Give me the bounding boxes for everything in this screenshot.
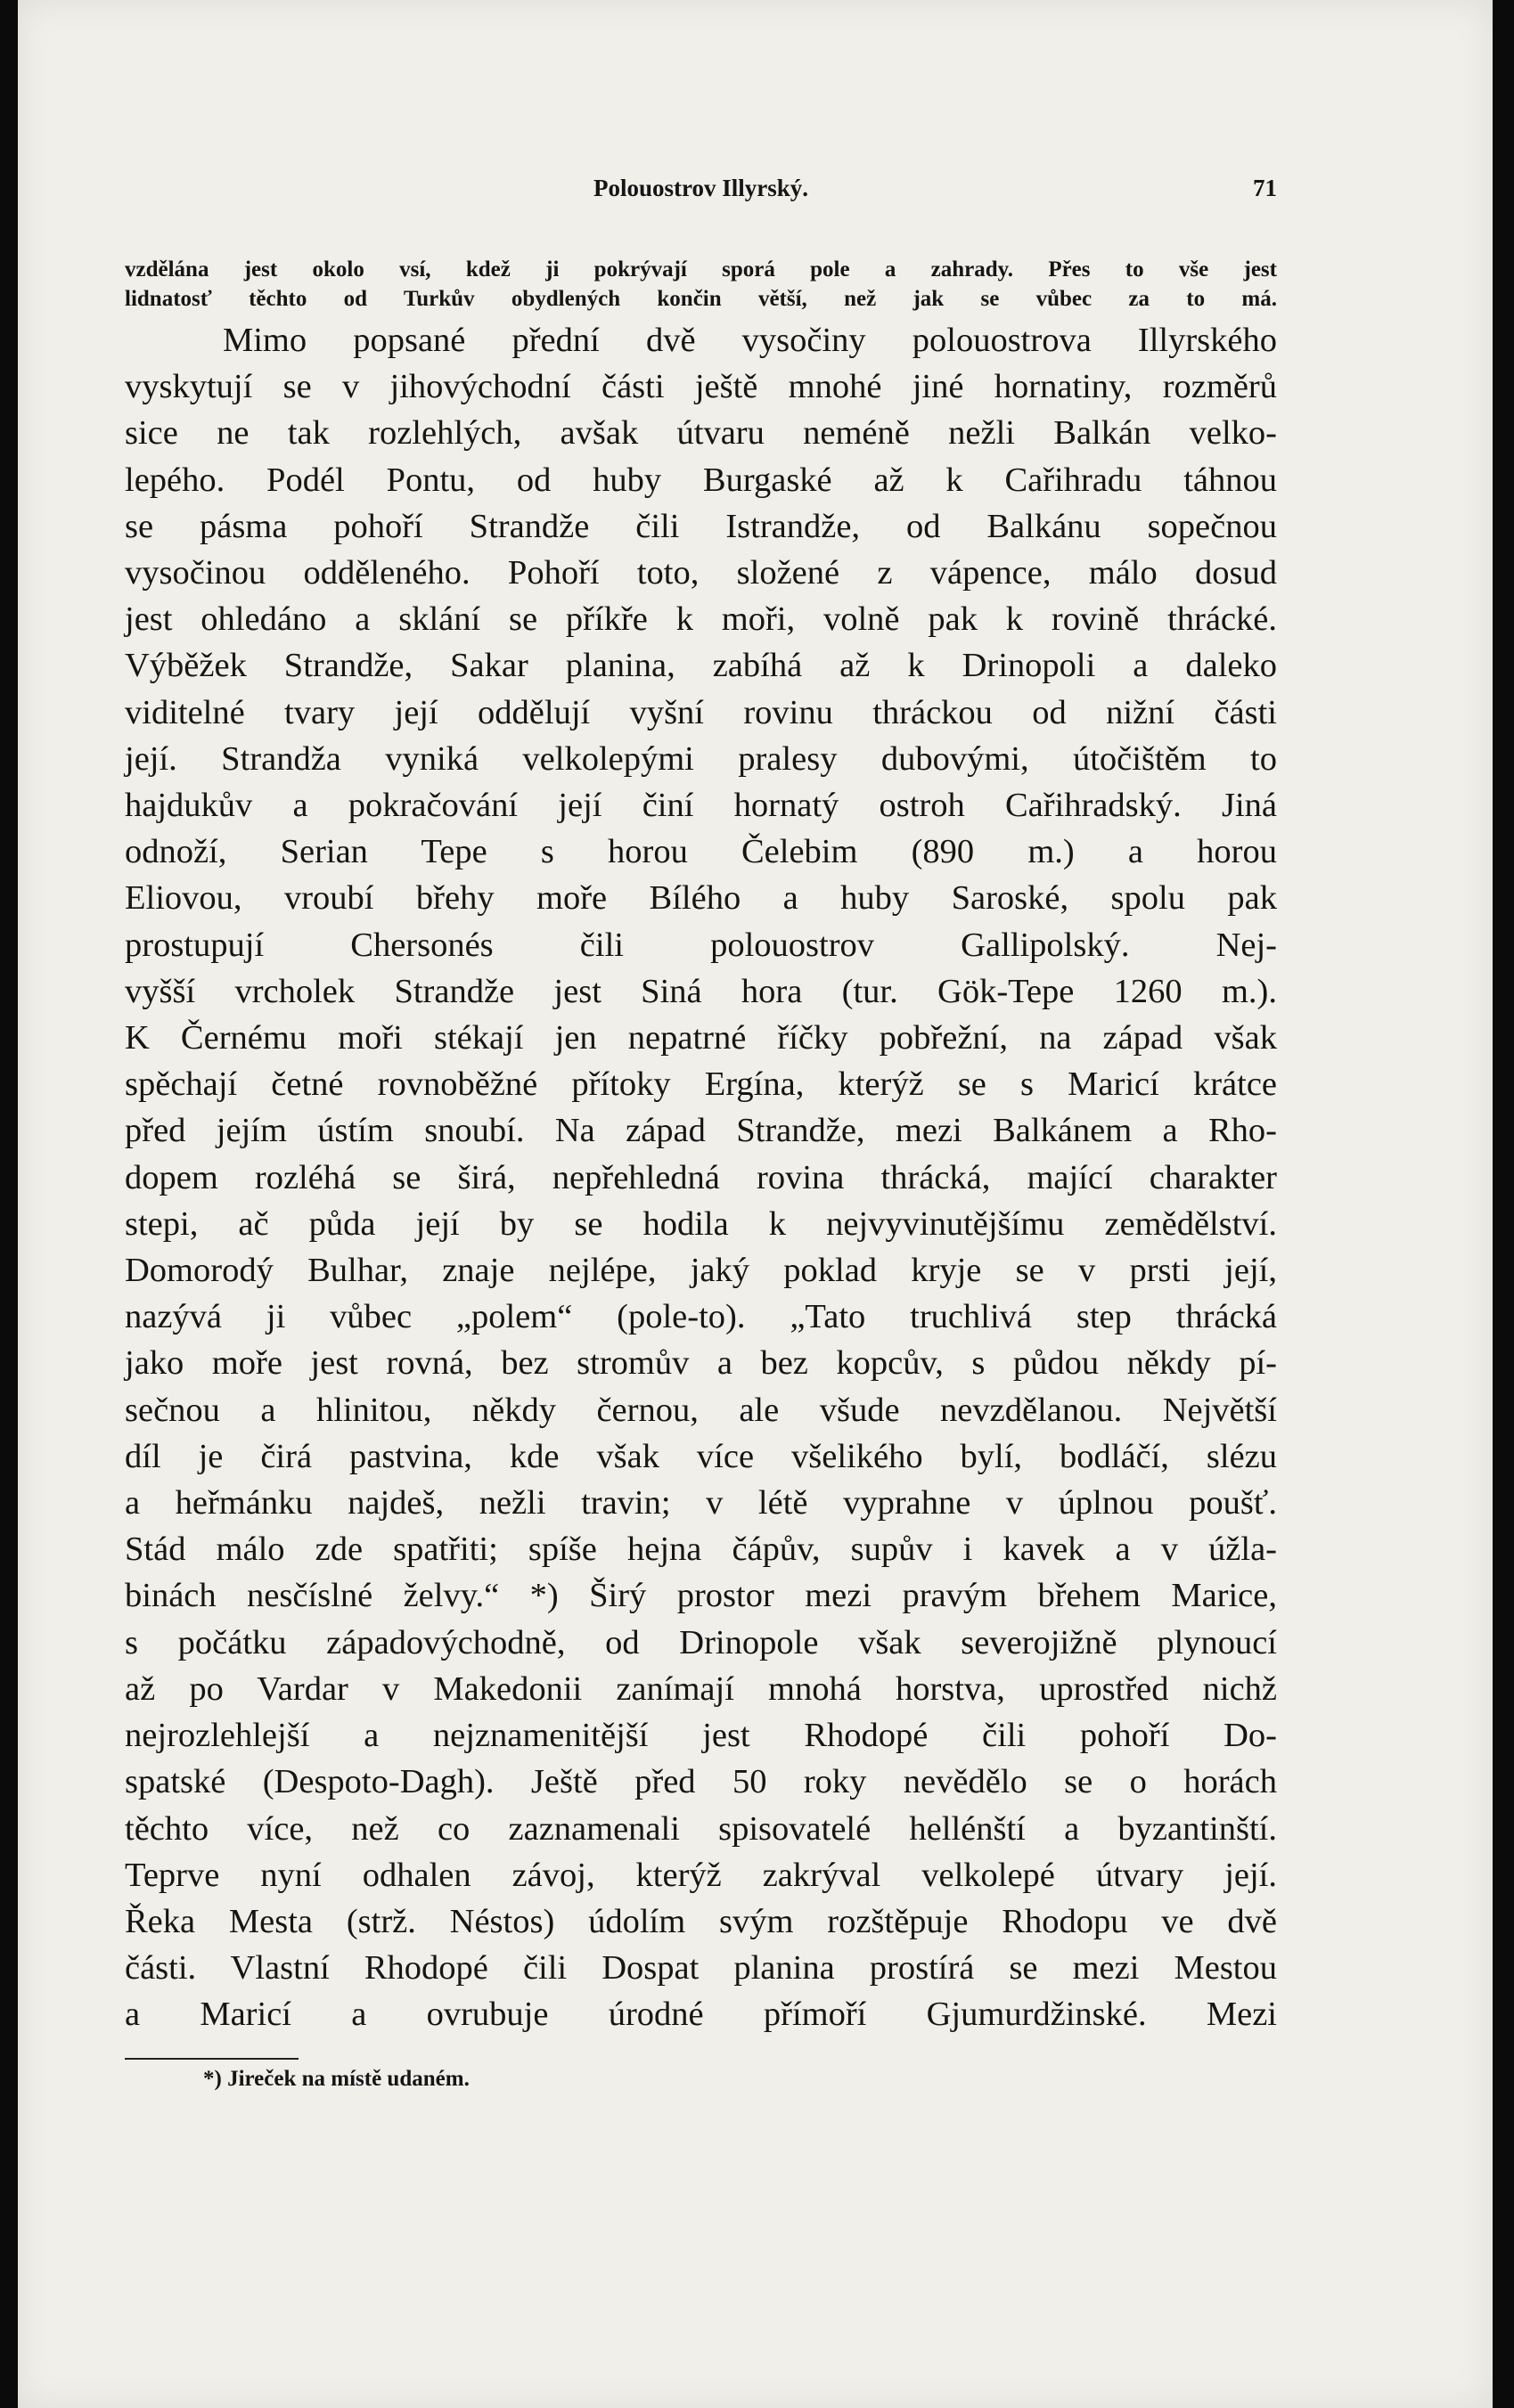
text-line: sečnou a hlinitou, někdy černou, ale všude nevzdělanou. Největší	[125, 1391, 1277, 1429]
text-line: části. Vlastní Rhodopé čili Dospat planina prostírá se mezi Mestou	[125, 1949, 1277, 1988]
text-line: odnoží, Serian Tepe s horou Čelebim (890 m.) a horou	[125, 833, 1277, 871]
page-number: 71	[1253, 175, 1277, 201]
intro-line: lidnatosť těchto od Turkův obydlených končin větší, než jak se vůbec za to má.	[125, 287, 1277, 311]
text-line: před jejím ústím snoubí. Na západ Strandže, mezi Balkánem a Rho-	[125, 1112, 1277, 1150]
running-title: Polouostrov Illyrský.	[593, 175, 809, 201]
text-line: se pásma pohoří Strandže čili Istrandže, od Balkánu sopečnou	[125, 507, 1277, 545]
text-line: stepi, ač půda její by se hodila k nejvyvinutějšímu zemědělství.	[125, 1204, 1277, 1243]
text-line: díl je čirá pastvina, kde však více všelikého bylí, bodláčí, slézu	[125, 1437, 1277, 1475]
text-line: dopem rozléhá se širá, nepřehledná rovina thrácká, mající charakter	[125, 1158, 1277, 1196]
text-line: její. Strandža vyniká velkolepými pralesy dubovými, útočištěm to	[125, 739, 1277, 778]
text-line: prostupují Chersonés čili polouostrov Gallipolský. Nej-	[125, 926, 1277, 964]
text-line: spěchají četné rovnoběžné přítoky Ergína, kterýž se s Maricí krátce	[125, 1065, 1277, 1104]
text-line: vyskytují se v jihovýchodní části ještě mnohé jiné hornatiny, rozměrů	[125, 368, 1277, 406]
text-line: Domorodý Bulhar, znaje nejlépe, jaký poklad kryje se v prsti její,	[125, 1252, 1277, 1290]
text-line: nazývá ji vůbec „polem“ (pole-to). „Tato truchlivá step thrácká	[125, 1298, 1277, 1336]
text-line: Mimo popsané přední dvě vysočiny polouostrova Illyrského	[223, 322, 1277, 359]
text-line: těchto více, než co zaznamenali spisovatelé hellénští a byzantinští.	[125, 1809, 1277, 1848]
text-line: a heřmánku najdeš, nežli travin; v létě vyprahne v úplnou poušť.	[125, 1484, 1277, 1522]
text-line: Teprve nyní odhalen závoj, kterýž zakrýval velkolepé útvary její.	[125, 1856, 1277, 1894]
main-paragraph	[125, 317, 1277, 2038]
text-line: viditelné tvary její oddělují vyšní rovinu thráckou od nižní části	[125, 693, 1277, 731]
text-line: hajdukův a pokračování její činí hornatý ostroh Cařihradský. Jiná	[125, 787, 1277, 825]
text-block	[125, 169, 1277, 2092]
text-line: s počátku západovýchodně, od Drinopole však severojižně plynoucí	[125, 1623, 1277, 1661]
carried-over-paragraph	[125, 255, 1277, 314]
text-line: vyšší vrcholek Strandže jest Siná hora (tur. Gök-Tepe 1260 m.).	[125, 972, 1277, 1010]
text-line: a Maricí a ovrubuje úrodné přímoří Gjumurdžinské. Mezi	[125, 1996, 1277, 2034]
text-line: sice ne tak rozlehlých, avšak útvaru neméně nežli Balkán velko-	[125, 414, 1277, 453]
text-line: Stád málo zde spatřiti; spíše hejna čápův, supův i kavek a v úžla-	[125, 1531, 1277, 1569]
text-line: nejrozlehlejší a nejznamenitější jest Rhodopé čili pohoří Do-	[125, 1717, 1277, 1755]
footnote-rule	[125, 2058, 299, 2060]
intro-line: vzdělána jest okolo vsí, kdež ji pokrývají sporá pole a zahrady. Přes to vše jest	[125, 257, 1277, 282]
running-head	[125, 169, 1277, 223]
text-line: vysočinou odděleného. Pohoří toto, složené z vápence, málo dosud	[125, 554, 1277, 592]
text-line: jest ohledáno a sklání se příkře k moři, volně pak k rovině thrácké.	[125, 600, 1277, 639]
text-line: Výběžek Strandže, Sakar planina, zabíhá až k Drinopoli a daleko	[125, 647, 1277, 685]
text-line: spatské (Despoto-Dagh). Ještě před 50 roky nevědělo se o horách	[125, 1763, 1277, 1801]
text-line: Řeka Mesta (strž. Néstos) údolím svým rozštěpuje Rhodopu ve dvě	[125, 1902, 1277, 1940]
text-line: binách nesčíslné želvy.“ *) Širý prostor mezi pravým břehem Marice,	[125, 1577, 1277, 1615]
text-line: lepého. Podél Pontu, od huby Burgaské až k Cařihradu táhnou	[125, 461, 1277, 499]
text-line: K Černému moři stékají jen nepatrné říčky pobřežní, na západ však	[125, 1019, 1277, 1057]
book-page	[18, 0, 1493, 2408]
text-line: Eliovou, vroubí břehy moře Bílého a huby Saroské, spolu pak	[125, 879, 1277, 918]
text-line: až po Vardar v Makedonii zanímají mnohá horstva, uprostřed nichž	[125, 1669, 1277, 1708]
footnote: *) Jireček na místě udaném.	[203, 2066, 470, 2091]
text-line: jako moře jest rovná, bez stromův a bez kopcův, s půdou někdy pí-	[125, 1344, 1277, 1383]
